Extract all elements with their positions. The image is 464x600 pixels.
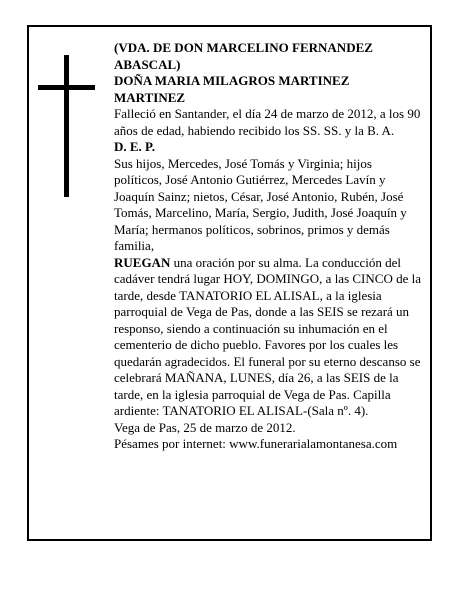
deceased-name: DOÑA MARIA MILAGROS MARTINEZ MARTINEZ bbox=[114, 73, 350, 105]
obituary-text bbox=[114, 40, 422, 453]
place-date: Vega de Pas, 25 de marzo de 2012. bbox=[114, 419, 296, 435]
cross-icon bbox=[64, 55, 69, 197]
cross-icon-bar bbox=[38, 85, 95, 90]
family-list: Sus hijos, Mercedes, José Tomás y Virginia; hijos políticos, José Antonio Gutiérrez, Mercedes Lavín y Joaquín Sainz; nietos, César, José Antonio, Rubén, José Tomás, Marcelino, María, Sergio, Judith, José Joaquín y María; hermanos políticos, sobrinos, primos y demás familia, bbox=[114, 155, 407, 253]
ruegan-text: una oración por su alma. La conducción del cadáver tendrá lugar HOY, DOMINGO, a las CINCO de la tarde, desde TANATORIO EL ALISAL, a la iglesia parroquial de Vega de Pas, donde a las SEIS se rezará un responso, siendo a continuación su inhumación en el cementerio de dicho pueblo. Favores por los cuales les quedarán agradecidos. El funeral por su eterno descanso se celebrará MAÑANA, LUNES, día 26, a las SEIS de la tarde, en la iglesia parroquial de Vega de Pas. Capilla ardiente: TANATORIO EL ALISAL-(Sala nº. 4). bbox=[114, 254, 421, 418]
condolences-line: Pésames por internet: www.funerarialamontanesa.com bbox=[114, 436, 398, 451]
death-info: Falleció en Santander, el día 24 de marzo de 2012, a los 90 años de edad, habiendo recibido los SS. SS. y la B. A. bbox=[114, 106, 421, 138]
ruegan-word: RUEGAN bbox=[114, 254, 171, 270]
ruegan-paragraph bbox=[114, 255, 422, 420]
widow-line: (VDA. DE DON MARCELINO FERNANDEZ ABASCAL) bbox=[114, 40, 373, 72]
rip-line: D. E. P. bbox=[114, 139, 156, 154]
